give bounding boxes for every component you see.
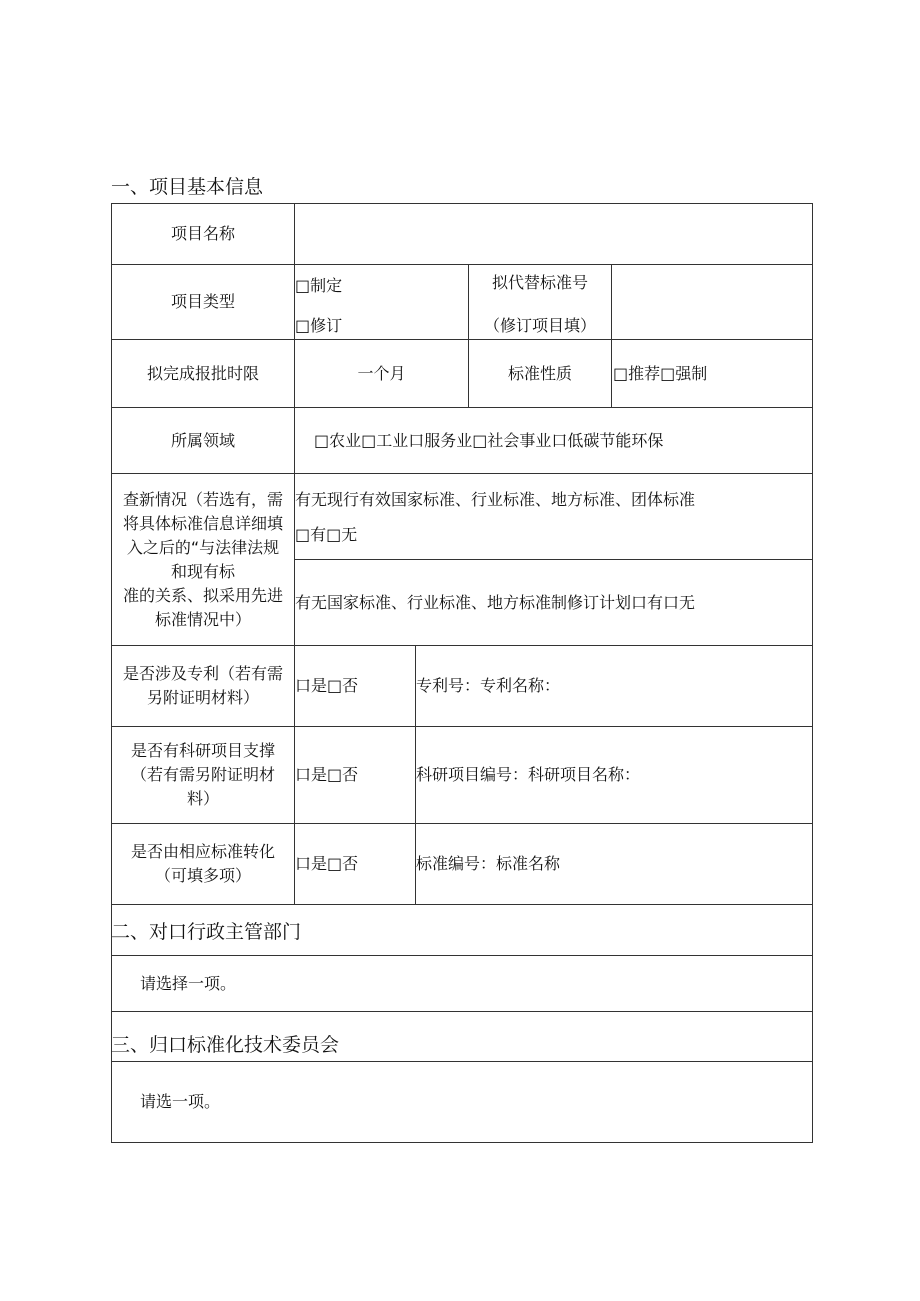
patent-label-line: 另附证明材料） bbox=[146, 688, 259, 707]
standard-nature-label: 标准性质 bbox=[507, 363, 572, 383]
novelty-label-line: 标准情况中） bbox=[154, 609, 251, 629]
domain-label: 所属领域 bbox=[170, 430, 235, 450]
research-detail[interactable]: 科研项目编号：科研项目名称： bbox=[416, 765, 641, 784]
novelty-label-line: 入之后的“与法律法规 bbox=[126, 537, 280, 557]
novelty-label bbox=[112, 474, 294, 645]
project-type-label: 项目类型 bbox=[170, 292, 235, 311]
patent-label-line: 是否涉及专利（若有需 bbox=[122, 664, 283, 683]
patent-detail[interactable]: 专利号：专利名称： bbox=[416, 676, 561, 695]
research-label-line: 料） bbox=[186, 789, 219, 808]
conversion-label-line: 是否由相应标准转化 bbox=[130, 842, 275, 861]
novelty-label-line: 查新情况（若选有，需 bbox=[122, 489, 283, 509]
section3-title: 三、归口标准化技术委员会 bbox=[111, 1034, 340, 1056]
section1-title: 一、项目基本信息 bbox=[111, 176, 264, 198]
research-label-line: 是否有科研项目支撑 bbox=[130, 741, 275, 760]
admin-department-select[interactable]: 请选择一项。 bbox=[140, 973, 237, 993]
existing-standards-question: 有无现行有效国家标准、行业标准、地方标准、团体标准 bbox=[295, 490, 696, 509]
novelty-label-line: 和现有标 bbox=[170, 561, 235, 581]
replace-standard-field[interactable] bbox=[616, 265, 810, 339]
conversion-label bbox=[112, 824, 294, 904]
standard-nature-options[interactable]: □推荐□强制 bbox=[613, 363, 708, 383]
patent-options[interactable]: 口是□否 bbox=[295, 676, 359, 695]
novelty-label-line: 准的关系、拟采用先进 bbox=[122, 585, 283, 605]
replace-standard-label: 拟代替标准号 bbox=[491, 273, 588, 292]
existing-standards-options[interactable]: □有□无 bbox=[295, 525, 358, 544]
tech-committee-select[interactable]: 请选一项。 bbox=[140, 1092, 221, 1111]
project-name-label: 项目名称 bbox=[170, 224, 235, 243]
research-label bbox=[112, 727, 294, 823]
revision-plan-question[interactable]: 有无国家标准、行业标准、地方标准制修订计划口有口无 bbox=[295, 592, 696, 612]
deadline-label: 拟完成报批时限 bbox=[146, 363, 259, 383]
conversion-options[interactable]: 口是□否 bbox=[295, 854, 359, 873]
research-label-line: （若有需另附证明材 bbox=[130, 765, 275, 784]
patent-label bbox=[112, 646, 294, 726]
research-options[interactable]: 口是□否 bbox=[295, 765, 359, 784]
conversion-detail[interactable]: 标准编号：标准名称 bbox=[416, 854, 561, 873]
domain-options[interactable]: □农业□工业口服务业□社会事业口低碳节能环保 bbox=[314, 430, 664, 450]
novelty-label-line: 将具体标准信息详细填 bbox=[122, 513, 283, 533]
section2-title: 二、对口行政主管部门 bbox=[111, 921, 302, 943]
replace-standard-note: （修订项目填） bbox=[483, 316, 596, 335]
project-name-field[interactable] bbox=[300, 204, 810, 264]
option-formulate-checkbox[interactable]: □制定 bbox=[295, 276, 343, 295]
conversion-label-line: （可填多项） bbox=[154, 866, 251, 885]
option-revise-checkbox[interactable]: □修订 bbox=[295, 316, 343, 335]
deadline-value[interactable]: 一个月 bbox=[357, 363, 406, 383]
